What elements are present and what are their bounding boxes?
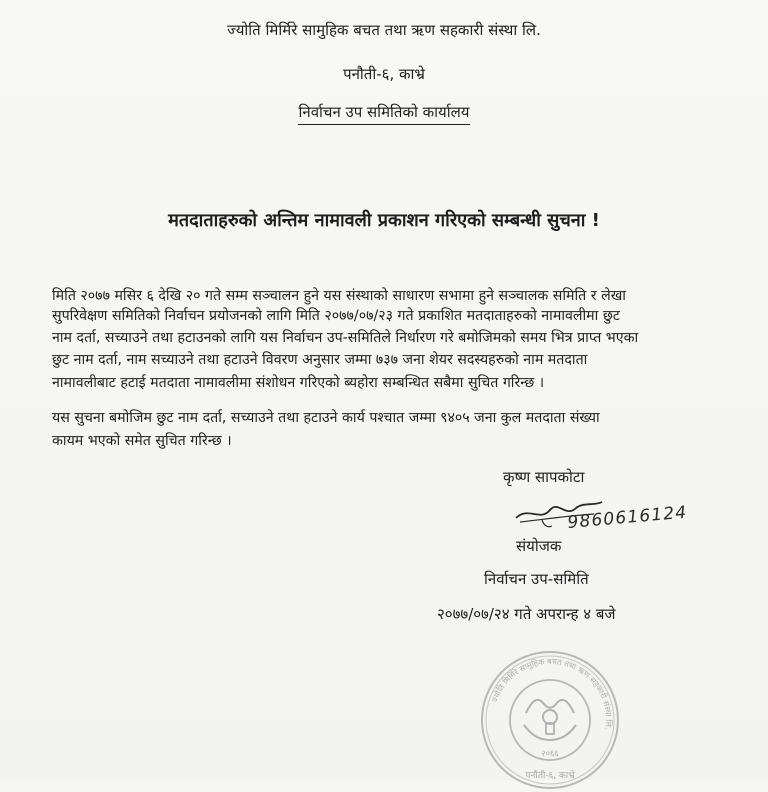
paragraph-1-line-1: मिति २०७७ मसिर ६ देखि २० गते सम्म सञ्चालन हुने यस संस्थाको साधारण सभामा हुने सञ्चालक समिति र लेखा xyxy=(52,288,626,304)
signatory-committee: निर्वाचन उप-समिति xyxy=(484,570,589,588)
svg-text:ज्योति मिर्मिरे सामुहिक बचत तथ xyxy=(490,657,614,730)
organization-address: पनौती-६, काभ्रे xyxy=(343,65,425,83)
seal-ring-text: ज्योति मिर्मिरे सामुहिक बचत तथा ऋण सहकारी संस्था लि. xyxy=(490,656,614,731)
seal-bottom-text: पनौती-६, काभ्रे xyxy=(525,771,575,781)
paragraph-2-line-2: कायम भएको समेत सुचित गरिन्छ । xyxy=(52,433,232,449)
notice-datetime: २०७७/०७/२४ गते अपरान्ह ४ बजे xyxy=(437,605,616,623)
signatory-name: कृष्ण सापकोटा xyxy=(503,468,585,486)
signatory-role: संयोजक xyxy=(516,537,562,555)
seal-center-text: २०६६ xyxy=(541,749,559,759)
notice-title: मतदाताहरुको अन्तिम नामावली प्रकाशन गरिएको सम्बन्धी सुचना ! xyxy=(168,210,600,231)
paragraph-2-line-1: यस सुचना बमोजिम छुट नाम दर्ता, सच्याउने तथा हटाउने कार्य पश्चात जम्मा ९४०५ जना कुल मतदाता संख्या xyxy=(52,410,600,426)
office-title-text: निर्वाचन उप समितिको कार्यालय xyxy=(298,102,469,125)
organization-name: ज्योति मिर्मिरे सामुहिक बचत तथा ऋण सहकारी संस्था लि. xyxy=(227,21,541,39)
paragraph-1-line-2: सुपरिवेक्षण समितिको निर्वाचन प्रयोजनको लागि मिति २०७७/०७/२३ गते प्रकाशित मतदाताहरुको नामावलीमा छुट xyxy=(52,308,620,324)
paragraph-1-line-3: नाम दर्ता, सच्याउने तथा हटाउनको लागि यस निर्वाचन उप-समितिले निर्धारण गरे बमोजिमको समय भित्र प्राप्त भएका xyxy=(52,330,639,346)
paragraph-1-line-4: छुट नाम दर्ता, नाम सच्याउने तथा हटाउने विवरण अनुसार जम्मा ७३७ जना शेयर सदस्यहरुको नाम मतदाता xyxy=(52,352,588,368)
office-title xyxy=(0,102,768,125)
paragraph-1-line-5: नामावलीबाट हटाई मतदाता नामावलीमा संशोधन गरिएको ब्यहोरा सम्बन्धित सबैमा सुचित गरिन्छ । xyxy=(52,375,545,391)
handwritten-phone: 9860616124 xyxy=(566,502,689,533)
official-seal xyxy=(478,648,622,792)
handwritten-signature xyxy=(510,492,740,542)
seal-ring-text-source xyxy=(0,0,1,1)
